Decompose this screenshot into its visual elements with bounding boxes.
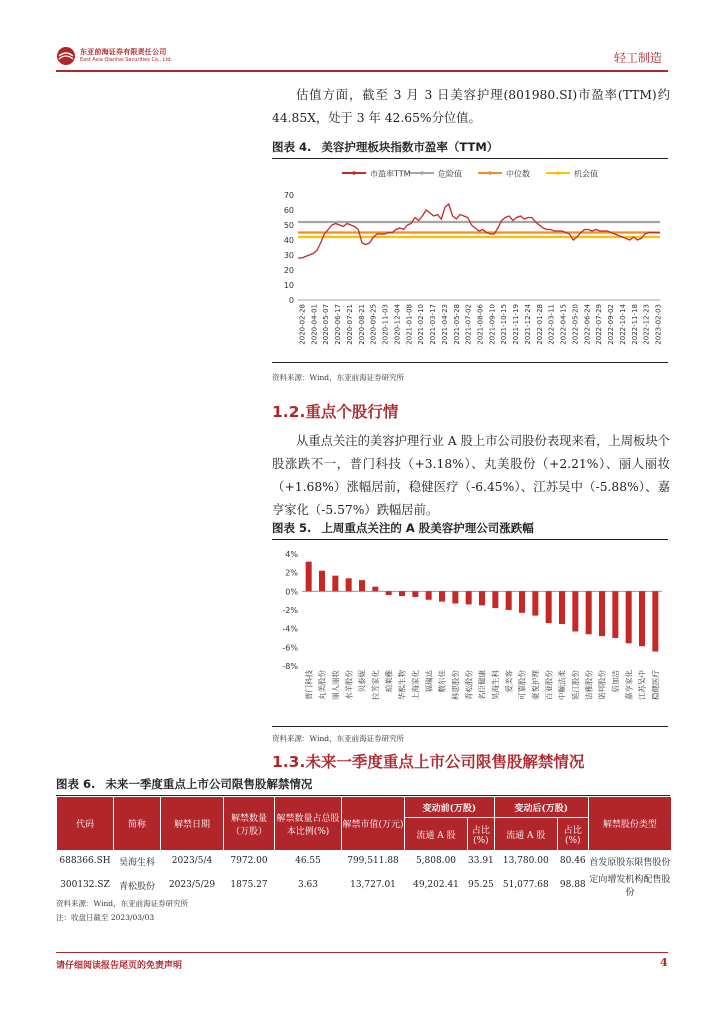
fig5-title [272,520,668,540]
x-tick-label: 2022-05-20 [571,304,580,345]
x-tick-label: 2022-12-23 [642,304,651,345]
bar-上海家化 [412,591,418,597]
cell-before-float: 5,808.00 [405,851,468,872]
fig4-bottom-rule [272,362,668,363]
bar-诺邦股份 [599,591,605,636]
bar-江苏吴中 [639,591,645,646]
bar-珀莱雅 [386,591,392,595]
fig6-caption: 未来一季度重点上市公司限售股解禁情况 [105,777,313,791]
cell-before-pct: 95.25 [468,872,495,899]
x-tick-label: 2020-02-28 [298,304,307,345]
bar-百亚股份 [546,591,552,623]
col-before-pct: 占比(%) [468,818,495,851]
legend-marker-0 [352,171,356,175]
x-tick-label: 2021-04-23 [440,304,449,345]
category-label: 丸美股份 [317,670,327,700]
fig4-source: 资料来源：Wind，东亚前海证券研究所 [272,373,405,382]
unlock-table [56,796,672,899]
category-label: 爱美客 [504,670,514,693]
x-tick-label: 2021-08-06 [476,304,485,345]
x-tick-label: 2020-05-07 [322,304,331,345]
cell-type: 定向增发机构配售股份 [588,872,671,899]
x-tick-label: 2023-02-03 [654,304,663,345]
category-label: 江苏吴中 [637,670,647,700]
y-tick-label: 2% [285,568,298,578]
x-tick-label: 2020-09-25 [369,304,378,345]
bar-丽人丽妆 [332,576,338,592]
fig6-source: 资料来源：Wind，东亚前海证券研究所 [56,899,189,908]
col-ratio: 解禁数量占总股本比例(%) [275,797,342,851]
y-tick-label: 10 [283,281,294,290]
x-tick-label: 2021-10-15 [500,304,509,345]
category-label: 嘉亨家化 [624,670,634,700]
bar-贝泰妮 [359,580,365,591]
legend-marker-1 [420,171,424,175]
x-tick-label: 2022-09-02 [607,304,616,345]
cell-date: 2023/5/4 [161,851,224,872]
category-label: 拉芳家化 [371,670,381,700]
x-tick-label: 2022-03-11 [547,304,556,345]
bar-敷尔佳 [439,591,445,601]
y-tick-label: 70 [283,191,294,200]
bar-稳健医疗 [652,591,658,651]
bar-水羊股份 [346,578,352,591]
cell-ratio: 46.55 [275,851,342,872]
col-date: 解禁日期 [161,797,224,851]
x-tick-label: 2020-04-01 [310,304,319,345]
x-tick-label: 2020-07-21 [345,304,354,345]
category-label: 洁雅股份 [584,670,594,700]
col-qty: 解禁数量（万股） [224,797,275,851]
y-tick-label: 30 [283,251,294,260]
fig5-bottom-rule [272,726,668,727]
category-label: 中顺洁柔 [557,670,567,700]
col-after-float: 流通 A 股 [494,818,557,851]
category-label: 稳健医疗 [651,670,661,700]
legend-marker-2 [488,171,492,175]
legend-label-1: 危险值 [438,169,462,179]
category-label: 百亚股份 [544,670,554,700]
footer-divider [56,952,668,953]
fig6-label: 图表 6. [56,777,96,791]
y-tick-label: -4% [282,624,298,634]
company-name-en: East Asia Qianhai Securities Co., Ltd. [80,57,173,63]
y-tick-label: -8% [282,662,298,671]
pe-ttm-chart [272,160,672,360]
col-before-float: 流通 A 股 [405,818,468,851]
category-label: 倍加洁 [611,670,621,693]
x-tick-label: 2022-07-29 [595,304,604,345]
category-label: 珀莱雅 [384,670,394,693]
company-name-cn: 东亚前海证券有限责任公司 [80,48,167,56]
cell-type: 首发原股东限售股份 [588,851,671,872]
group-after: 变动后(万股) [494,797,588,818]
sector-title: 轻工制造 [613,51,662,65]
category-label: 豪悦护理 [531,670,541,700]
bar-中顺洁柔 [559,591,565,624]
bar-普门科技 [306,562,312,592]
footer-disclaimer: 请仔细阅读报告尾页的免责声明 [56,961,183,971]
section-heading-1-2: 1.2.重点个股行情 [272,403,399,421]
header-divider [56,70,668,72]
cell-before-pct: 33.91 [468,851,495,872]
bar-倍加洁 [612,591,618,638]
stock-change-chart [272,540,672,730]
y-tick-label: 50 [283,221,294,230]
category-label: 名臣健康 [477,670,487,700]
valuation-paragraph: 估值方面，截至 3 月 3 日美容护理(801980.SI)市盈率(TTM)约 44.85X，处于 3 年 42.65%分位值。 [272,88,670,125]
bar-爱美客 [506,591,512,610]
y-tick-label: 20 [283,266,294,275]
fig6-title [56,776,670,796]
cell-ratio: 3.63 [275,872,342,899]
cell-before-float: 49,202.41 [405,872,468,899]
bar-豪悦护理 [532,591,538,615]
x-tick-label: 2022-06-24 [583,304,592,345]
legend-marker-3 [556,171,560,175]
x-tick-label: 2021-07-02 [464,304,473,345]
category-label: 水羊股份 [344,670,354,700]
legend-label-3: 机会值 [574,169,598,179]
x-tick-label: 2020-08-21 [357,304,366,345]
x-tick-label: 2022-10-14 [618,304,627,345]
y-tick-label: 4% [285,550,298,559]
cell-code: 300132.SZ [57,872,114,899]
y-tick-label: -2% [282,606,298,615]
category-label: 丽人丽妆 [331,670,341,700]
category-label: 敷尔佳 [437,670,447,693]
x-tick-label: 2021-12-24 [523,304,532,345]
category-label: 贝泰妮 [357,670,367,693]
cell-value: 13,727.01 [342,872,405,899]
bar-延江股份 [572,591,578,631]
bar-可靠股份 [519,591,525,612]
fig5-caption: 上周重点关注的 A 股美容护理公司涨跌幅 [321,521,534,535]
bar-青松股份 [466,591,472,604]
category-label: 上海家化 [411,670,421,700]
pe-ttm-series-line [298,204,660,258]
cell-after-float: 13,780.00 [494,851,557,872]
y-tick-label: -6% [282,643,298,653]
x-tick-label: 2021-11-19 [512,304,521,345]
x-tick-label: 2021-01-08 [405,304,414,345]
col-after-pct: 占比(%) [557,818,588,851]
category-label: 福瑞达 [424,670,434,693]
x-tick-label: 2022-11-18 [630,304,639,345]
y-tick-label: 0 [288,296,294,305]
bar-福瑞达 [426,591,432,599]
y-tick-label: 40 [283,236,294,245]
fig4-title [272,139,668,159]
cell-value: 799,511.88 [342,851,405,872]
category-label: 普门科技 [304,670,314,700]
x-tick-label: 2021-03-17 [429,304,438,345]
company-logo-icon [56,46,76,66]
col-code: 代码 [57,797,114,851]
col-type: 解禁股份类型 [588,797,671,851]
col-name: 简称 [114,797,161,851]
legend-label-2: 中位数 [506,169,530,179]
fig5-label: 图表 5. [272,521,312,535]
x-tick-label: 2022-04-15 [559,304,568,345]
x-tick-label: 2020-06-17 [334,304,343,345]
y-tick-label: 60 [283,206,294,215]
x-tick-label: 2022-01-28 [535,304,544,345]
bar-昊海生科 [492,591,498,608]
bar-名臣健康 [479,591,485,605]
x-tick-label: 2020-12-04 [393,304,402,345]
legend-label-0: 市盈率TTM [370,169,411,179]
cell-after-pct: 80.46 [557,851,588,872]
x-tick-label: 2020-11-03 [381,304,390,345]
fig6-note: 注：收盘日截至 2023/03/03 [56,913,155,922]
bar-拉芳家化 [372,587,378,592]
category-label: 诺邦股份 [597,670,607,700]
page-number: 4 [660,956,668,969]
fig4-caption: 美容护理板块指数市盈率（TTM） [321,140,499,154]
cell-code: 688366.SH [57,851,114,872]
x-tick-label: 2021-05-28 [452,304,461,345]
category-label: 科思股份 [451,670,461,700]
cell-name: 昊海生科 [114,851,161,872]
cell-after-float: 51,077.68 [494,872,557,899]
category-label: 可靠股份 [517,670,527,700]
fig4-label: 图表 4. [272,140,312,154]
bar-嘉亨家化 [626,591,632,643]
col-value: 解禁市值(万元) [342,797,405,851]
y-tick-label: 0% [285,587,298,597]
bar-科思股份 [452,591,458,603]
bar-洁雅股份 [586,591,592,634]
x-tick-label: 2021-09-10 [488,304,497,345]
fig5-source: 资料来源：Wind，东亚前海证券研究所 [272,734,405,743]
bar-华熙生物 [399,591,405,596]
cell-name: 青松股份 [114,872,161,899]
category-label: 延江股份 [571,670,581,700]
category-label: 青松股份 [464,670,474,700]
cell-after-pct: 98.88 [557,872,588,899]
cell-qty: 1875.27 [224,872,275,899]
stocks-paragraph: 从重点关注的美容护理行业 A 股上市公司股份表现来看，上周板块个股涨跌不一，普门科技（+3.18%）、丸美股份（+2.21%）、丽人丽妆（+1.68%）涨幅居前，稳健医疗（-6.45%）、江苏吴中（-5.88%）、嘉亨家化（-5.57%）跌幅居前。 [272,434,670,517]
cell-qty: 7972.00 [224,851,275,872]
table-row [57,851,672,872]
table-row [57,872,672,899]
cell-date: 2023/5/29 [161,872,224,899]
page-header [56,44,668,70]
category-label: 华熙生物 [397,670,407,700]
section-heading-1-3: 1.3.未来一季度重点上市公司限售股解禁情况 [272,753,585,771]
group-before: 变动前(万股) [405,797,495,818]
x-tick-label: 2021-02-10 [417,304,426,345]
category-label: 昊海生科 [491,670,501,700]
bar-丸美股份 [319,571,325,592]
